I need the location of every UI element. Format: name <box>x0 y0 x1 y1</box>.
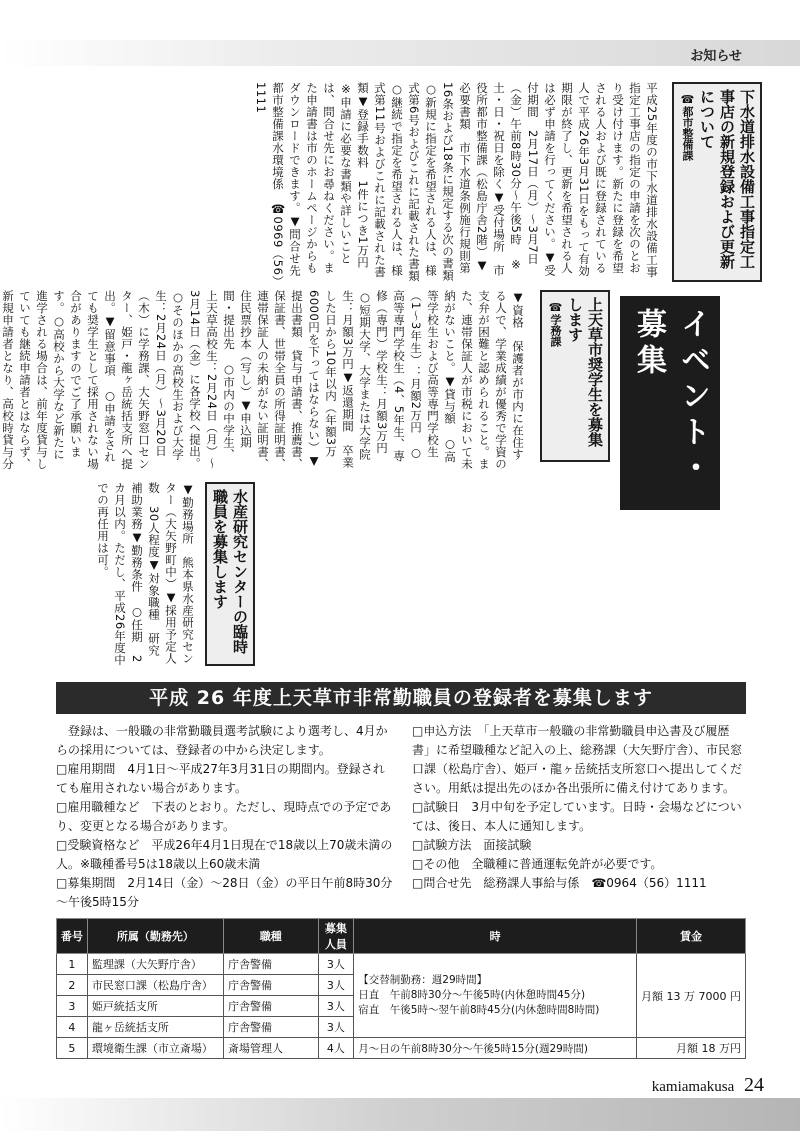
row-number: 4 <box>57 1017 88 1038</box>
site-name: kamiamakusa <box>651 1079 735 1095</box>
row-dept: 環境衛生課（市立斎場） <box>87 1038 223 1059</box>
row-dept: 監理課（大矢野庁舎） <box>87 954 223 975</box>
section-label: お知らせ <box>690 49 742 64</box>
row-count: 3人 <box>318 975 354 996</box>
col-time: 時 <box>354 919 637 954</box>
row-count: 3人 <box>318 954 354 975</box>
col-wage: 賃金 <box>637 919 746 954</box>
page-number: 24 <box>744 1074 764 1096</box>
row-dept: 龍ヶ岳統括支所 <box>87 1017 223 1038</box>
sewer-heading <box>672 82 762 282</box>
row-count: 3人 <box>318 1017 354 1038</box>
registration-left <box>56 722 396 912</box>
registration-banner: 平成 26 年度上天草市非常勤職員の登録者を募集します <box>56 682 746 714</box>
table-row <box>57 954 746 975</box>
reg-left-1: 登録は、一般職の非常勤職員選考試験により選考し、4月からの採用については、登録者の中から決定します。 <box>56 724 388 757</box>
shift-wage: 月額 13 万 7000 円 <box>637 954 746 1038</box>
row-number: 5 <box>57 1038 88 1059</box>
row5-wage: 月額 18 万円 <box>637 1038 746 1059</box>
sewer-text: 平成25年度の市下水道排水設備工事指定工事店の指定の申請を次のとおり受け付けます。新たに登録を希望される人および既に登録されている人で平成26年3月31日をもって有効期限が終了し、更新を希望される人は必ず申請を行ってください。▼受付期間 2月17日（月）～3月7日（金）午前8時30分～午後5時 ※土・日・祝日を除く▼受付場所 市役所都市整備課（松島庁舎2階）▼必要書類 市下水道条例施行規則第16条および18条に規定する次の書類 ○新規に指定を希望される人は、様式第6号およびこれに記載された書類 ○継続で指定を希望される人は、様式第11号およびこれに記載された書類▼登録手数料 1件につき1万円 ※申請に必要な書類や詳しいことは、問合せ先にお尋ねください。また申請書は市のホームページからもダウンロードできます。▼問合せ先 都市整備課水環境係 ☎0969（56）1111 <box>254 82 659 294</box>
row-job: 斎場管理人 <box>223 1038 318 1059</box>
header-bar <box>0 40 800 66</box>
reg-right-1: □申込方法 「上天草市一般職の非常勤職員申込書及び履歴書」に希望職種など記入の上、総務課（大矢野庁舎）、市民窓口課（松島庁舎）、姫戸・龍ヶ岳統括支所窓口へ提出してください。用紙は提出先のほか各出張所に備え付けてあります。 <box>412 724 743 795</box>
reg-left-5: □募集期間 2月14日（金）～28日（金）の平日午前8時30分～午後5時15分 <box>56 876 393 909</box>
col-count: 募集人員 <box>318 919 354 954</box>
research-title: 水産研究センターの臨時職員を募集します <box>211 489 249 654</box>
sewer-title: 下水道排水設備工事指定工事店の新規登録および更新について <box>698 89 756 269</box>
reg-left-2: □雇用期間 4月1日～平成27年3月31日の期間内。登録されても雇用されない場合があります。 <box>56 762 385 795</box>
col-number: 番号 <box>57 919 88 954</box>
research-body <box>56 482 196 667</box>
row-job: 庁舎警備 <box>223 975 318 996</box>
reg-right-2: □試験日 3月中旬を予定しています。日時・会場などについては、後日、本人に通知します。 <box>412 800 742 833</box>
scholarship-body <box>1 290 526 470</box>
row-job: 庁舎警備 <box>223 1017 318 1038</box>
reg-right-5: □問合せ先 総務課人事給与係 ☎0964（56）1111 <box>412 876 707 890</box>
registration-right <box>412 722 746 893</box>
reg-right-4: □その他 全職種に普通運転免許が必要です。 <box>412 857 663 871</box>
row-job: 庁舎警備 <box>223 996 318 1017</box>
row5-time: 月～日の午前8時30分～午後5時15分(週29時間) <box>354 1038 637 1059</box>
row-count: 3人 <box>318 996 354 1017</box>
jobs-table <box>56 918 746 1059</box>
row-count: 4人 <box>318 1038 354 1059</box>
sewer-body <box>254 82 660 294</box>
footer-bar <box>0 1098 800 1131</box>
row-job: 庁舎警備 <box>223 954 318 975</box>
event-banner: イベント・募集 <box>620 296 720 510</box>
shift-time: 【交替制勤務：週29時間】 日直 午前8時30分～午後5時(内休憩時間45分) 宿直 午後5時～翌午前8時45分(内休憩時間8時間) <box>354 954 637 1038</box>
scholarship-text: ▼資格 保護者が市内に在住する人で、学業成績が優秀で学資の支弁が困難と認められること。また、連帯保証人が市税において未納がないこと。▼貸与額 ○高等学校生および高等専門学校生（1～3年生）：月額2万円 ○高等専門学校生（4、5年生、専修（専門）学校生：月額3万円 ○短期大学、大学または大学院生：月額3万円▼返還期間 卒業した日から10年以内（年額3万6000円を下ってはならない）▼提出書類 貸与申請書、推薦書、保証書、世帯全員の所得証明書、連帯保証人の未納がない証明書、住民票抄本（写し）▼申込期間・提出先 ○市内の中学生、上天草高校生：2月24日（月）～3月14日（金）に各学校へ提出。○そのほかの高校生および大学生：2月24日（月）～3月20日（木）に学務課、大矢野窓口センター、姫戸・龍ヶ岳統括支所へ提出。▼留意事項 ○申請をされても奨学生として採用されない場合がありますのでご了承願います。○高校から大学など新たに進学される場合は、前年度貸与していても継続申請者とはならず、新規申請者となり、高校時貸与分 <box>1 290 525 470</box>
row-number: 2 <box>57 975 88 996</box>
table-row <box>57 1038 746 1059</box>
reg-right-3: □試験方法 面接試験 <box>412 838 532 852</box>
sewer-dept: ☎都市整備課 <box>681 93 694 161</box>
row-dept: 姫戸統括支所 <box>87 996 223 1017</box>
row-number: 1 <box>57 954 88 975</box>
row-number: 3 <box>57 996 88 1017</box>
reg-left-3: □雇用職種など 下表のとおり。ただし、現時点での予定であり、変更となる場合があります。 <box>56 800 392 833</box>
col-job: 職種 <box>223 919 318 954</box>
row-dept: 市民窓口課（松島庁舎） <box>87 975 223 996</box>
table-header-row <box>57 919 746 954</box>
research-heading <box>205 482 255 666</box>
col-dept: 所属（勤務先） <box>87 919 223 954</box>
page-footer <box>652 1074 764 1097</box>
scholarship-dept: ☎学務課 <box>549 301 562 347</box>
scholarship-title: 上天草市奨学生を募集します <box>566 297 604 447</box>
reg-left-4: □受験資格など 平成26年4月1日現在で18歳以上70歳未満の人。※職種番号5は18歳以上60歳未満 <box>56 838 393 871</box>
scholarship-heading <box>540 290 610 462</box>
research-text: ▼勤務場所 熊本県水産研究センター（大矢野町中）▼採用予定人数 30人程度▼対象職種 研究補助業務▼勤務条件 ○任期 2カ月以内。ただし、平成26年度中での再任用は可。 <box>96 482 195 666</box>
